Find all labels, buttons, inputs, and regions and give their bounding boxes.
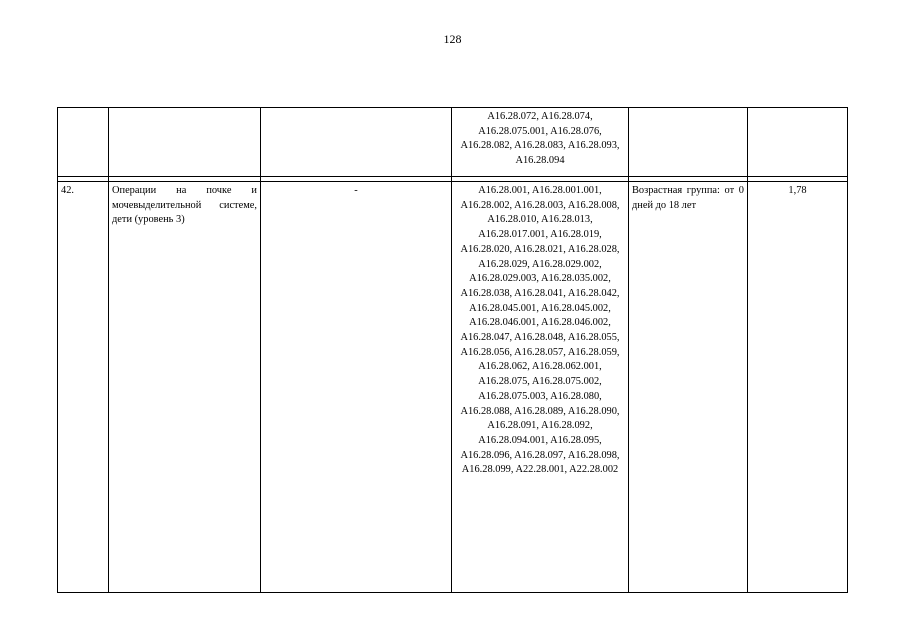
coefficient-cell (748, 108, 848, 177)
row-number-cell (58, 108, 109, 177)
criteria-cell: Возрастная группа: от 0 дней до 18 лет (629, 182, 748, 593)
diagnosis-code-cell (261, 108, 452, 177)
table-row (58, 182, 848, 593)
group-name-cell: Операции на почке и мочевыделительной системе, дети (уровень 3) (109, 182, 261, 593)
page-number: 128 (443, 32, 462, 46)
table-row (58, 108, 848, 177)
service-codes-cell: A16.28.072, A16.28.074, A16.28.075.001, A16.28.076, A16.28.082, A16.28.083, A16.28.093, A16.28.094 (452, 108, 629, 177)
row-number-cell: 42. (58, 182, 109, 593)
tariff-table (57, 107, 848, 593)
coefficient-cell: 1,78 (748, 182, 848, 593)
group-name-cell (109, 108, 261, 177)
criteria-cell (629, 108, 748, 177)
service-codes-cell: A16.28.001, A16.28.001.001, A16.28.002, A16.28.003, A16.28.008, A16.28.010, A16.28.013, A16.28.017.001, A16.28.019, A16.28.020, A16.28.021, A16.28.028, A16.28.029, A16.28.029.002, A16.28.029.003, A16.28.035.002, A16.28.038, A16.28.041, A16.28.042, A16.28.045.001, A16.28.045.002, A16.28.046.001, A16.28.046.002, A16.28.047, A16.28.048, A16.28.055, A16.28.056, A16.28.057, A16.28.059, A16.28.062, A16.28.062.001, A16.28.075, A16.28.075.002, A16.28.075.003, A16.28.080, A16.28.088, A16.28.089, A16.28.090, A16.28.091, A16.28.092, A16.28.094.001, A16.28.095, A16.28.096, A16.28.097, A16.28.098, A16.28.099, A22.28.001, A22.28.002 (452, 182, 629, 593)
diagnosis-code-cell: - (261, 182, 452, 593)
